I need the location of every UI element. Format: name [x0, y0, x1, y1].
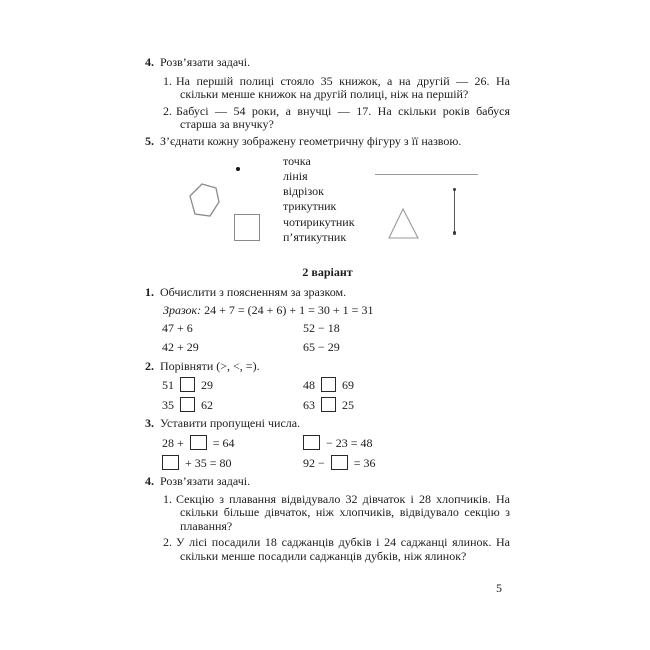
answer-box: [180, 397, 195, 412]
comparison-item: 51 29: [162, 378, 213, 393]
point-dot-icon: [236, 167, 240, 171]
exercise-3-heading: 3. Уставити пропущені числа.: [145, 416, 301, 431]
task-4-heading: [145, 56, 510, 70]
square-shape-icon: [234, 214, 260, 241]
exercise-2-heading: 2. Порівняти (>, <, =).: [145, 358, 260, 373]
answer-box: [180, 377, 195, 392]
task-4-subtask-2: 2. Бабусі — 54 роки, а внучці — 17. На скільки років бабуся старша за внучку?: [163, 103, 510, 132]
exercise-1-row: [162, 341, 510, 355]
sample-expression: 24 + 7 = (24 + 6) + 1 = 30 + 1 = 31: [204, 302, 374, 317]
exercise-1-heading: 1. Обчислити з поясненням за зразком.: [145, 285, 347, 300]
expression: 42 + 29: [162, 339, 199, 354]
exercise-2-row: [162, 377, 510, 393]
exercise-1-row: [162, 322, 510, 336]
shape-label-pentagon: п’ятикутник: [283, 230, 347, 245]
equation-item: + 35 = 80: [162, 455, 303, 471]
task-4-title: Розв’язати задачі.: [160, 55, 251, 69]
equation-item: − 23 = 48: [303, 435, 373, 451]
answer-box: [321, 377, 336, 392]
comparison-item: 63 25: [303, 398, 354, 413]
equation-item: 92 − = 36: [303, 456, 376, 470]
exercise-3-row: [162, 435, 510, 451]
shape-name-list: [283, 154, 355, 246]
triangle-shape-icon: [388, 208, 420, 240]
exercise-3-row: [162, 455, 510, 471]
exercise-1-sample: [163, 304, 510, 318]
answer-box: [331, 455, 348, 470]
shape-label-line: лінія: [283, 168, 308, 183]
shape-label-segment: відрізок: [283, 184, 324, 199]
shape-label-quadrilateral: чотирикутник: [283, 214, 355, 229]
expression: 47 + 6: [162, 321, 193, 336]
task-5-number: 5.: [145, 133, 154, 148]
expression: 52 − 18: [303, 321, 340, 336]
shape-label-point: точка: [283, 153, 311, 168]
shape-label-triangle: трикутник: [283, 199, 337, 214]
segment-shape-icon: [454, 190, 455, 233]
comparison-item: 48 69: [303, 378, 354, 393]
exercise-4-subtask-1: 1. Секцію з плавання відвідувало 32 дівчаток і 28 хлопчиків. На скільки більше дівчаток, ніж хлопчиків, відвідувало секцію з плавання?: [163, 491, 510, 533]
answer-box: [190, 435, 207, 450]
equation-item: 28 + = 64: [162, 435, 235, 450]
task-4-subtask-1: 1. На першій полиці стояло 35 книжок, а на другій — 26. На скільки менше книжок на другій полиці, ніж на першій?: [163, 73, 510, 102]
answer-box: [303, 435, 320, 450]
comparison-item: 35 62: [162, 398, 213, 413]
exercise-4-subtask-2: 2. У лісі посадили 18 саджанців дубків і 24 саджанці ялинок. На скільки менше посадили саджанців дубків, ніж ялинок?: [163, 535, 510, 564]
answer-box: [162, 455, 179, 470]
task-5-heading: [145, 135, 510, 149]
pentagon-shape-icon: [189, 183, 221, 219]
page-number: 5: [496, 581, 502, 595]
exercise-2-row: [162, 397, 510, 413]
answer-box: [321, 397, 336, 412]
line-shape-icon: [375, 174, 478, 176]
variant-2-title: 2 варіант: [302, 264, 353, 279]
expression: 65 − 29: [303, 339, 340, 354]
sample-label: Зразок:: [163, 302, 202, 317]
shape-matching-figure: [0, 154, 650, 254]
task-5-title: З’єднати кожну зображену геометричну фігуру з її назвою.: [160, 133, 462, 148]
task-4-number: 4.: [145, 55, 154, 69]
exercise-4-heading: 4. Розв’язати задачі.: [145, 474, 251, 489]
